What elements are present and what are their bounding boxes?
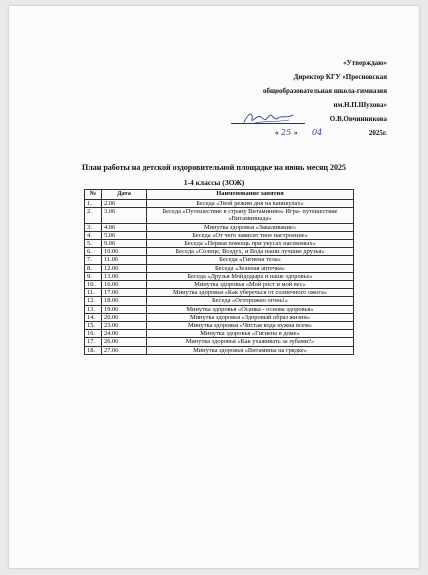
date-month: 04 xyxy=(312,128,323,137)
row-number: 1. xyxy=(85,200,102,208)
table-row xyxy=(85,264,354,272)
row-topic: Минутка здоровья «Как ухаживать за зубами?» xyxy=(147,338,354,346)
header-number: № xyxy=(85,190,102,200)
row-topic: Беседа «Осторожно огонь!» xyxy=(147,297,354,305)
table-row xyxy=(85,322,354,330)
date-day: 25 xyxy=(281,128,292,137)
row-number: 6. xyxy=(85,248,102,256)
approval-heading: «Утверждаю» xyxy=(343,59,387,67)
approval-block xyxy=(217,56,387,140)
row-date: 16.06 xyxy=(102,281,147,289)
table-row xyxy=(85,281,354,289)
table-row xyxy=(85,272,354,280)
date-year: 2025г. xyxy=(368,129,387,137)
row-topic: Минутка здоровья «Чистая вода нужна всем» xyxy=(147,322,354,330)
table-row xyxy=(85,338,354,346)
row-topic: Минутка здоровья «Мой рост и мой вес» xyxy=(147,281,354,289)
header-date: Дата xyxy=(102,190,147,200)
row-number: 3. xyxy=(85,223,102,231)
approval-school: общеобразовательная школа-гимназия xyxy=(262,87,387,95)
row-number: 17. xyxy=(85,338,102,346)
row-number: 4. xyxy=(85,231,102,239)
document-page xyxy=(9,6,419,568)
page-title: План работы на детской оздоровительной площадке на июнь месяц 2025 xyxy=(82,163,346,172)
row-number: 12. xyxy=(85,297,102,305)
row-number: 15. xyxy=(85,322,102,330)
header-topic: Наименование занятия xyxy=(147,190,354,200)
row-topic: Беседа «Твой режим дня на каникулах» xyxy=(147,200,354,208)
table-row xyxy=(85,248,354,256)
row-date: 10.06 xyxy=(102,248,147,256)
table-row xyxy=(85,256,354,264)
row-number: 5. xyxy=(85,240,102,248)
page-subtitle: 1-4 классы (ЗОЖ) xyxy=(183,178,245,187)
row-topic: Минутка здоровья «Осанка - основа здоровья» xyxy=(147,305,354,313)
row-number: 10. xyxy=(85,281,102,289)
row-date: 27.06 xyxy=(102,346,147,354)
row-topic: Беседа «Зеленая аптечка» xyxy=(147,264,354,272)
row-topic: Беседа «Гигиена тела» xyxy=(147,256,354,264)
approval-position: Директор КГУ «Пресновская xyxy=(293,73,387,81)
row-date: 11.06 xyxy=(102,256,147,264)
row-date: 3.06 xyxy=(102,208,147,223)
row-date: 26.06 xyxy=(102,338,147,346)
table-row xyxy=(85,313,354,321)
row-date: 18.06 xyxy=(102,297,147,305)
row-number: 16. xyxy=(85,330,102,338)
table-row xyxy=(85,231,354,239)
row-date: 23.06 xyxy=(102,322,147,330)
table-row xyxy=(85,223,354,231)
row-date: 13.06 xyxy=(102,272,147,280)
row-topic: Минутка здоровья «Гигиена в доме» xyxy=(147,330,354,338)
row-date: 17.06 xyxy=(102,289,147,297)
row-date: 24.06 xyxy=(102,330,147,338)
table-row xyxy=(85,289,354,297)
schedule-table xyxy=(84,189,354,355)
row-number: 2. xyxy=(85,208,102,223)
row-number: 7. xyxy=(85,256,102,264)
row-date: 5.06 xyxy=(102,231,147,239)
row-number: 9. xyxy=(85,272,102,280)
signatory-name: О.В.Овчинникова xyxy=(329,115,387,123)
handwritten-signature xyxy=(241,110,297,126)
row-topic: Минутка здоровья «Здоровый образ жизни» xyxy=(147,313,354,321)
approval-named-after: им.Н.П.Шухова» xyxy=(333,101,387,109)
row-date: 12.06 xyxy=(102,264,147,272)
row-number: 18. xyxy=(85,346,102,354)
table-row xyxy=(85,200,354,208)
row-date: 19.06 xyxy=(102,305,147,313)
date-close-quote: » xyxy=(294,129,298,137)
table-row xyxy=(85,330,354,338)
table-row xyxy=(85,297,354,305)
row-topic: Беседа «Друзья Мойдодыра и наше здоровье» xyxy=(147,272,354,280)
row-topic: Минутка здоровья «Закаливание» xyxy=(147,223,354,231)
row-topic: Минутка здоровья «Как уберечься от солнечного ожога» xyxy=(147,289,354,297)
table-row xyxy=(85,305,354,313)
table-row xyxy=(85,346,354,354)
approval-date xyxy=(217,126,387,140)
row-number: 13. xyxy=(85,305,102,313)
table-row xyxy=(85,240,354,248)
row-topic: Беседа «Первая помощь при укусах насекомых» xyxy=(147,240,354,248)
row-topic: Беседа «Солнце, Воздух, и Вода наши лучшие друзья» xyxy=(147,248,354,256)
row-number: 8. xyxy=(85,264,102,272)
signature-line xyxy=(217,112,387,126)
row-topic: Минутка здоровья «Витамины на грядке» xyxy=(147,346,354,354)
row-date: 2.06 xyxy=(102,200,147,208)
table-header-row xyxy=(85,190,354,200)
row-date: 4.06 xyxy=(102,223,147,231)
row-number: 11. xyxy=(85,289,102,297)
row-date: 9.06 xyxy=(102,240,147,248)
row-number: 14. xyxy=(85,313,102,321)
row-topic: Беседа «Путешествие в страну Витаминию» Игра- путешествие «Витаминиада» xyxy=(147,208,354,223)
date-open-quote: « xyxy=(275,129,279,137)
table-row xyxy=(85,208,354,223)
row-topic: Беседа «От чего зависит твое настроение» xyxy=(147,231,354,239)
row-date: 20.06 xyxy=(102,313,147,321)
